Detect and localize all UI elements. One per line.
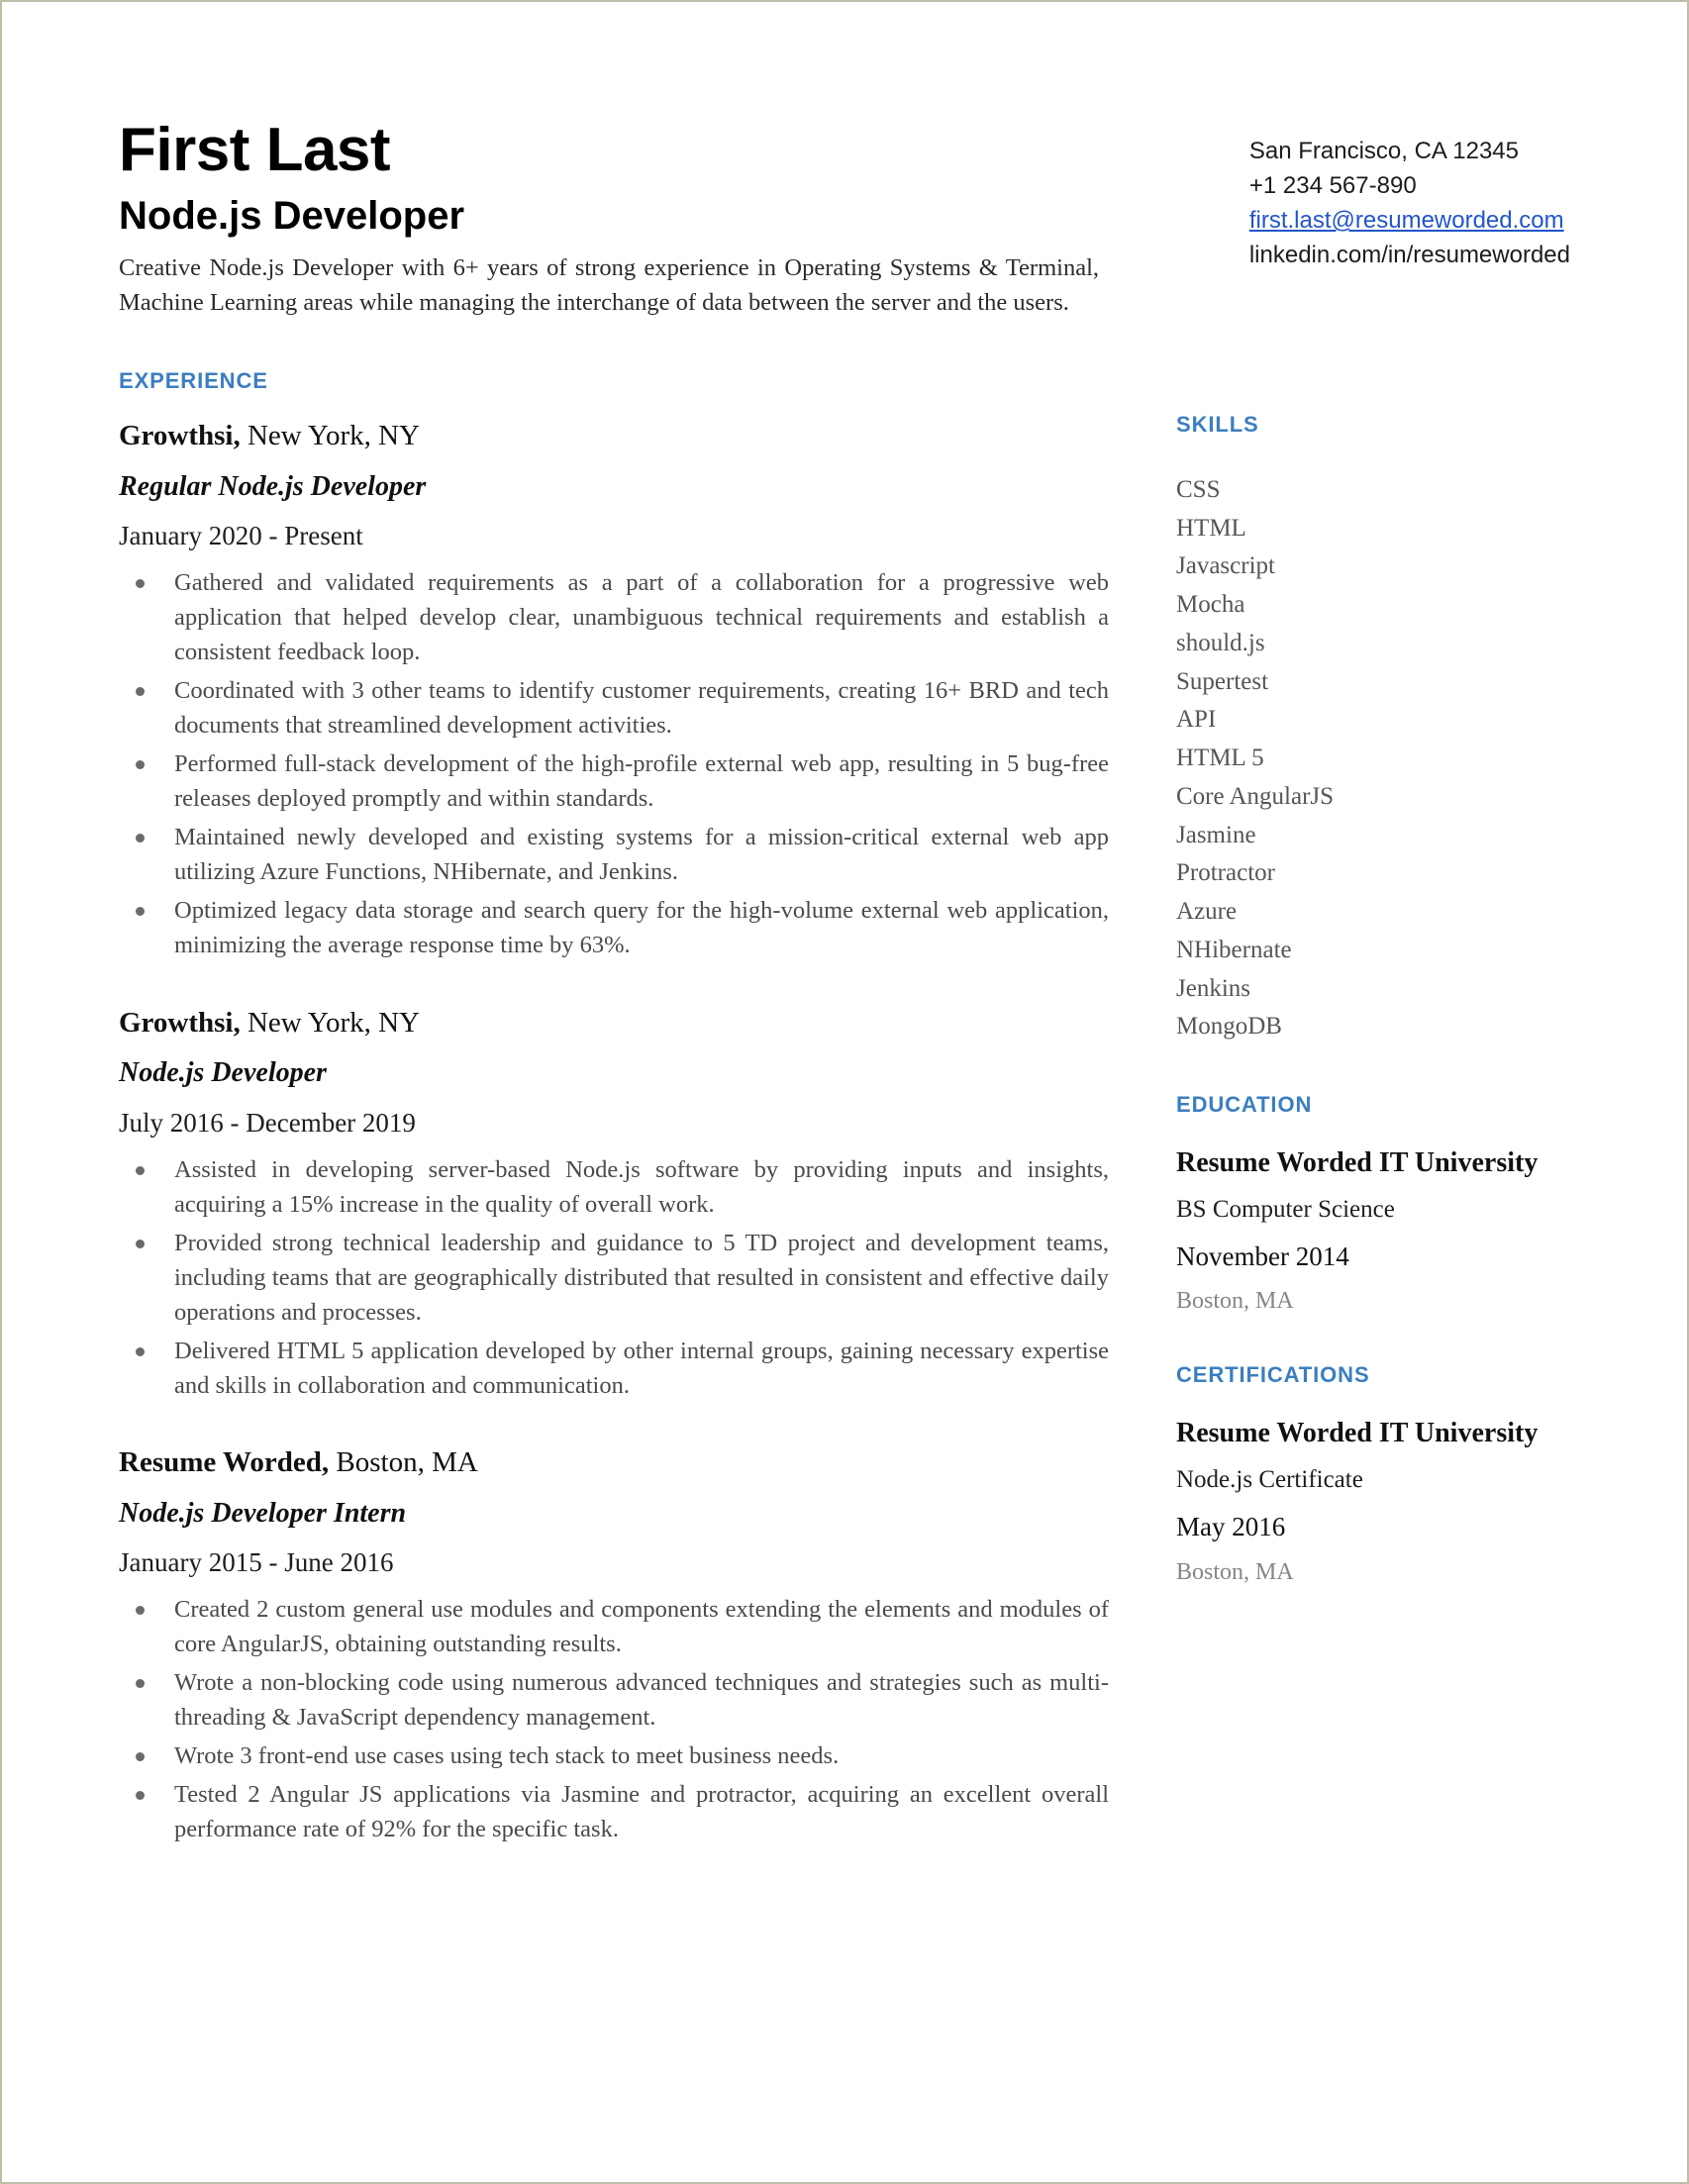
job-company-line bbox=[119, 1444, 1109, 1482]
contact-email-link[interactable]: first.last@resumeworded.com bbox=[1248, 207, 1564, 235]
job-bullet: Maintained newly developed and existing systems for a mission-critical external web app utilizing Azure Functions, NHibernate, and Jenkins. bbox=[119, 820, 1109, 889]
contact-linkedin: linkedin.com/in/resumeworded bbox=[1248, 242, 1570, 269]
certification-location: Boston, MA bbox=[1176, 1558, 1294, 1585]
skill-item: Mocha bbox=[1176, 591, 1245, 619]
contact-address: San Francisco, CA 12345 bbox=[1248, 138, 1519, 164]
contact-phone: +1 234 567-890 bbox=[1248, 172, 1417, 200]
job-dates: January 2020 - Present bbox=[119, 521, 363, 551]
certification-date: May 2016 bbox=[1176, 1512, 1286, 1542]
job-location: New York, NY bbox=[240, 419, 420, 451]
section-heading-experience: EXPERIENCE bbox=[119, 367, 268, 393]
skill-item: should.js bbox=[1176, 629, 1265, 656]
job-company: Growthsi, bbox=[119, 1006, 241, 1039]
education-section bbox=[1176, 1092, 1574, 1317]
skill-item: Jenkins bbox=[1176, 974, 1250, 1002]
skill-item: Core AngularJS bbox=[1176, 782, 1335, 810]
job-location: Boston, MA bbox=[329, 1445, 478, 1478]
job-dates: January 2015 - June 2016 bbox=[119, 1546, 394, 1577]
resume-body bbox=[119, 368, 1570, 1846]
resume-sheet bbox=[2, 2, 1687, 2182]
experience-entry bbox=[119, 1005, 1109, 1403]
experience-column bbox=[119, 368, 1109, 1846]
job-role: Regular Node.js Developer bbox=[119, 470, 427, 502]
skill-item: Protractor bbox=[1176, 859, 1275, 887]
professional-summary: Creative Node.js Developer with 6+ years of strong experience in Operating Systems & Terminal, Machine Learning areas while managing the interchange of data between the server and the users. bbox=[119, 254, 1099, 317]
job-bullet: Wrote 3 front-end use cases using tech stack to meet business needs. bbox=[119, 1738, 1109, 1773]
job-bullet: Wrote a non-blocking code using numerous advanced techniques and strategies such as multi-threading & JavaScript dependency management. bbox=[119, 1665, 1109, 1735]
section-heading-education: EDUCATION bbox=[1176, 1092, 1313, 1118]
certification-name: Node.js Certificate bbox=[1176, 1465, 1363, 1493]
education-degree: BS Computer Science bbox=[1176, 1195, 1395, 1223]
skills-list bbox=[1176, 471, 1574, 1046]
job-bullet-list bbox=[119, 565, 1109, 962]
job-company: Growthsi, bbox=[119, 419, 241, 451]
education-school: Resume Worded IT University bbox=[1176, 1147, 1539, 1179]
certification-school: Resume Worded IT University bbox=[1176, 1418, 1539, 1449]
job-bullet-list bbox=[119, 1152, 1109, 1403]
job-bullet: Performed full-stack development of the high-profile external web app, resulting in 5 bug-free releases deployed promptly and within standards. bbox=[119, 746, 1109, 816]
experience-entry bbox=[119, 1444, 1109, 1846]
candidate-title: Node.js Developer bbox=[119, 194, 465, 239]
skill-item: API bbox=[1176, 706, 1217, 734]
job-location: New York, NY bbox=[240, 1006, 420, 1039]
job-role: Node.js Developer Intern bbox=[119, 1497, 407, 1529]
experience-entry bbox=[119, 418, 1109, 963]
skill-item: NHibernate bbox=[1176, 936, 1292, 963]
header-left-block bbox=[119, 116, 1109, 321]
education-location: Boston, MA bbox=[1176, 1288, 1294, 1315]
sidebar-column bbox=[1176, 368, 1574, 1588]
skill-item: Jasmine bbox=[1176, 821, 1256, 848]
job-bullet: Tested 2 Angular JS applications via Jasmine and protractor, acquiring an excellent overall performance rate of 92% for the specific task. bbox=[119, 1777, 1109, 1846]
skill-item: HTML bbox=[1176, 514, 1246, 542]
skill-item: CSS bbox=[1176, 475, 1221, 503]
job-bullet: Delivered HTML 5 application developed by other internal groups, gaining necessary expertise and skills in collaboration and communication. bbox=[119, 1334, 1109, 1403]
job-bullet: Gathered and validated requirements as a part of a collaboration for a progressive web application that helped develop clear, unambiguous technical requirements and establish a consistent feedback loop. bbox=[119, 565, 1109, 669]
job-role: Node.js Developer bbox=[119, 1057, 327, 1089]
resume-header bbox=[119, 116, 1570, 321]
certifications-section bbox=[1176, 1362, 1574, 1587]
skill-item: Javascript bbox=[1176, 552, 1275, 580]
job-bullet-list bbox=[119, 1592, 1109, 1846]
job-company-line bbox=[119, 1005, 1109, 1042]
job-bullet: Optimized legacy data storage and search query for the high-volume external web application, minimizing the average response time by 63%. bbox=[119, 893, 1109, 962]
education-date: November 2014 bbox=[1176, 1241, 1349, 1272]
job-bullet: Assisted in developing server-based Node.js software by providing inputs and insights, acquiring a 15% increase in the quality of overall work. bbox=[119, 1152, 1109, 1222]
contact-block bbox=[1249, 119, 1570, 273]
job-dates: July 2016 - December 2019 bbox=[119, 1107, 416, 1138]
skills-section bbox=[1176, 412, 1574, 1046]
job-bullet: Coordinated with 3 other teams to identify customer requirements, creating 16+ BRD and tech documents that streamlined development activities. bbox=[119, 673, 1109, 743]
section-heading-certifications: CERTIFICATIONS bbox=[1176, 1362, 1370, 1388]
job-bullet: Created 2 custom general use modules and components extending the elements and modules of core AngularJS, obtaining outstanding results. bbox=[119, 1592, 1109, 1661]
skill-item: Supertest bbox=[1176, 667, 1269, 695]
candidate-name: First Last bbox=[119, 116, 391, 184]
job-company-line bbox=[119, 418, 1109, 455]
job-bullet: Provided strong technical leadership and guidance to 5 TD project and development teams, including teams that are geographically distributed that resulted in consistent and effective daily operations and processes. bbox=[119, 1226, 1109, 1330]
section-heading-skills: SKILLS bbox=[1176, 411, 1259, 437]
skill-item: HTML 5 bbox=[1176, 745, 1264, 772]
skill-item: Azure bbox=[1176, 898, 1238, 926]
job-company: Resume Worded, bbox=[119, 1445, 330, 1478]
skill-item: MongoDB bbox=[1176, 1013, 1282, 1041]
